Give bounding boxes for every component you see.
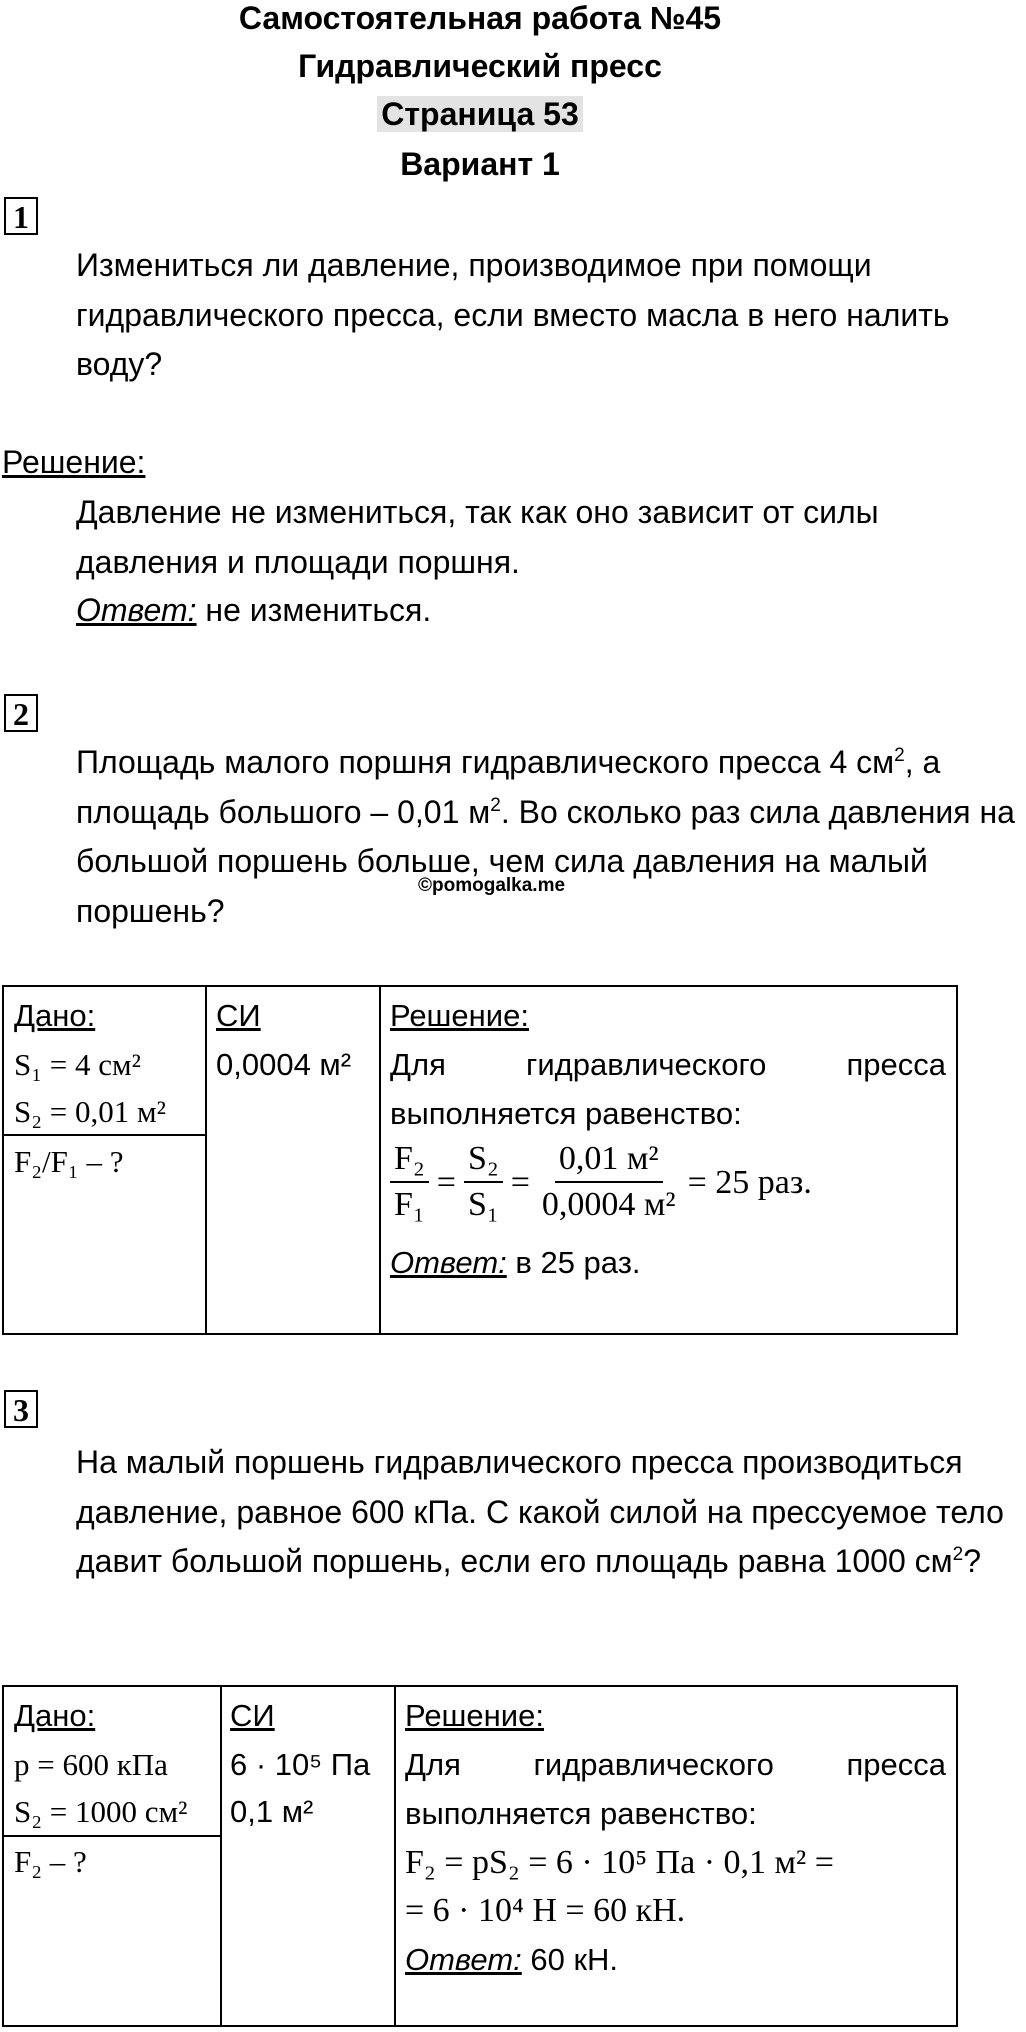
task-2-frac-force-den: F₁ (394, 1186, 425, 1223)
task-1-question: Измениться ли давление, производимое при помощи гидравлического пресса, если вместо масла в него налить воду? (76, 247, 950, 382)
task-3-table (2, 1685, 958, 2027)
task-2-given-1: S₁ = 4 см² (14, 1047, 141, 1082)
task-3-formula-line-2: = 6 · 10⁴ Н = 60 кН. (405, 1892, 686, 1929)
task-3-solution-line-2: выполняется равенство: (405, 1796, 757, 1831)
task-2-si-label: СИ (216, 998, 261, 1033)
task-2-table (2, 985, 958, 1335)
task-1-number: 1 (4, 197, 38, 235)
task-3-given-1: p = 600 кПа (14, 1747, 168, 1782)
task-3-sup1: 2 (952, 1544, 964, 1565)
task-3-col-divider-1 (220, 1687, 222, 2025)
task-3-question-part1: На малый поршень гидравлического пресса производиться давление, равное 600 кПа. С какой силой на прессуемое тело давит большой поршень, если его площадь равна 1000 см (76, 1444, 1004, 1579)
task-2-frac-force (390, 1137, 429, 1227)
task-1-answer-label: Ответ: (76, 592, 197, 628)
task-2-frac-force-num: F₂ (390, 1137, 429, 1183)
task-3-formula-line-1: F₂ = pS₂ = 6 · 10⁵ Па · 0,1 м² = (405, 1844, 834, 1881)
task-2-answer-label: Ответ: (390, 1245, 507, 1280)
task-3-col-divider-2 (394, 1687, 396, 2025)
task-2-frac-values (538, 1137, 680, 1227)
task-2-solution-label: Решение: (390, 998, 529, 1033)
task-2-frac-values-den: 0,0004 м² (541, 1186, 676, 1223)
task-3-si-label: СИ (230, 1698, 275, 1733)
task-3-question (2, 1438, 1026, 1587)
task-2-sol-word-1: Для (390, 1047, 446, 1082)
work-title: Самостоятельная работа №45 (238, 0, 722, 36)
task-2-answer (390, 1238, 641, 1287)
task-2-frac-area (464, 1137, 503, 1227)
task-3-solution-label: Решение: (405, 1698, 544, 1733)
task-2-number: 2 (4, 694, 38, 732)
page-label: Страница 53 (377, 96, 582, 132)
task-3-si-1: 6 · 10⁵ Па (230, 1747, 371, 1782)
variant-title: Вариант 1 (400, 146, 560, 182)
task-2-frac-area-den: S₁ (467, 1186, 499, 1223)
task-2-sup1: 2 (894, 745, 905, 766)
task-2-sup2: 2 (490, 794, 501, 816)
task-2-col-divider-1 (205, 987, 207, 1333)
task-3-question-part2: ? (963, 1543, 982, 1579)
task-3-sol-word-3: пресса (846, 1747, 946, 1782)
task-2-frac-values-num: 0,01 м² (555, 1137, 663, 1183)
task-2-sol-word-3: пресса (846, 1047, 946, 1082)
task-2-given-label: Дано: (14, 998, 96, 1033)
task-2-question (2, 738, 1026, 936)
task-3-solution-line-1 (405, 1740, 946, 1789)
task-2-question-part3: . Во сколько раз сила давления на большой поршень больше, чем сила давления на малый поршень? (76, 793, 1015, 929)
task-3-sol-word-2: гидравлического (533, 1747, 774, 1782)
task-2-si-1: 0,0004 м² (216, 1047, 352, 1082)
task-1-answer (2, 586, 1026, 636)
task-2-question-part1: Площадь малого поршня гидравлического пресса 4 см (76, 744, 895, 780)
task-2-col-divider-2 (379, 987, 381, 1333)
watermark: ©pomogalka.me (418, 875, 566, 896)
task-2-formula (390, 1137, 812, 1227)
task-1-solution-text: Давление не измениться, так как оно зависит от силы давления и площади поршня. (76, 494, 879, 580)
task-3-given-label: Дано: (14, 1698, 96, 1733)
task-2-find: F₂/F₁ – ? (14, 1144, 124, 1179)
task-3-answer-text: 60 кН. (521, 1942, 619, 1977)
task-3-answer-label: Ответ: (405, 1942, 522, 1977)
task-2-formula-result: = 25 раз. (687, 1163, 812, 1201)
task-2-given-2: S₂ = 0,01 м² (14, 1094, 166, 1129)
task-2-answer-text: в 25 раз. (506, 1245, 641, 1280)
task-1-solution-label: Решение: (2, 444, 146, 480)
task-2-question-part2: , а площадь большого – 0,01 м (76, 744, 941, 830)
task-2-eq-1: = (436, 1163, 456, 1201)
task-2-solution-line-2: выполняется равенство: (390, 1096, 742, 1131)
task-2-solution-line-1 (390, 1040, 946, 1089)
task-3-answer (405, 1935, 618, 1984)
task-2-sol-word-2: гидравлического (526, 1047, 767, 1082)
task-3-number: 3 (4, 1390, 38, 1428)
topic-title: Гидравлический пресс (298, 48, 662, 84)
task-3-si-2: 0,1 м² (230, 1794, 314, 1829)
task-2-eq-2: = (510, 1163, 530, 1201)
task-3-given-2: S₂ = 1000 см² (14, 1794, 188, 1829)
task-3-find: F₂ – ? (14, 1844, 87, 1879)
task-2-frac-area-num: S₂ (464, 1137, 503, 1183)
task-3-sol-word-1: Для (405, 1747, 461, 1782)
task-1-answer-text: не измениться. (196, 592, 432, 628)
page-label-line (0, 94, 960, 134)
